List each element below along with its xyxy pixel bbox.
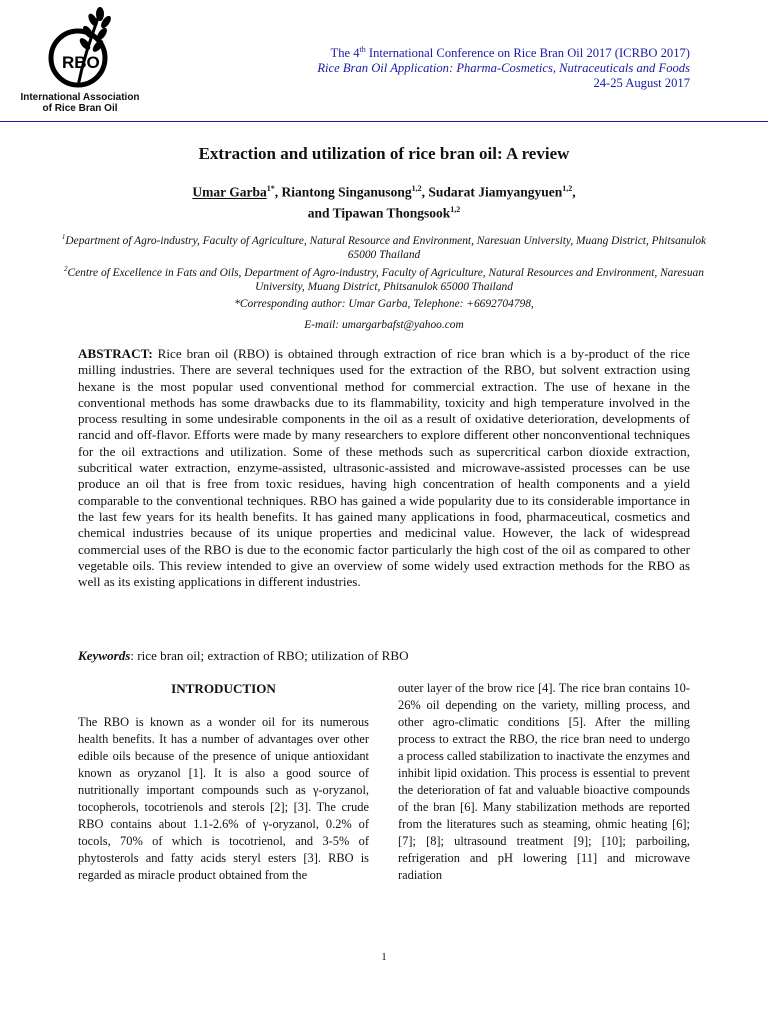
section-heading: INTRODUCTION: [171, 681, 276, 696]
body-paragraph: outer layer of the brow rice [4]. The rice bran contains 10-26% oil depending on the variety, milling process, and other agro-climatic conditions [5]. After the milling process to extract the RBO, the rice bran need to undergo a process called stabilization to inactivate the enzymes and inhibit lipid oxidation. This process is essential to prevent the deterioration of fat and valuable bioactive compounds of the bran [6]. Many stabilization methods are reported from the literatures such as steaming, ohmic heating [6]; [7]; [8]; ultrasound treatment [9]; [10]; parboiling, refrigeration and pH lowering [11] and microwave radiation: [398, 681, 690, 882]
author-name: Umar Garba: [192, 184, 267, 200]
affiliation: $^2$Centre of Excellence in Fats and Oils, Department of Agro-industry, Faculty of Agriculture, Natural Resources and Environment, Naresuan University, Muang District, Phitsanulok 65000 Thailand: [64, 264, 704, 293]
abstract-text: Rice bran oil (RBO) is obtained through extraction of rice bran which is a by-product of the rice milling industries. There are several techniques used for the extraction of the RBO, but solvent extraction using hexane is the most popular used conventional method for commercial extraction. The use of hexane in the conventional methods has some drawbacks due to its flammability, toxicity and high temperature involved in the process resulting in some undesirable components in the oil as a result of oxidative deterioration, developments of rancid and off-flavor. Efforts were made by many researchers to explore different other nonconventional techniques for the oil extractions and utilization. Some of these methods such as supercritical carbon dioxide extraction, subcritical water extraction, enzyme-assisted, ultrasonic-assisted and microwave-assisted processes can be use produce an oil that is free from toxic residues, having high concentration of health components and a yield comparable to the conventional techniques. RBO has gained a wide popularity due to its considerable importance in the last few years for its health benefits. It has gained many applications in food, pharmaceutical, cosmetics and chemical industries because of its unique properties and medicinal value. However, the lack of widespread commercial uses of the RBO is due to the economic factor particularly the high cost of the oil as compared to other vegetable oils. This review intended to give an overview of some widely used extraction methods for the RBO as well as its existing applications in different industries.: [78, 346, 690, 590]
logo-text: RBO: [62, 53, 100, 72]
column-right: [398, 680, 690, 884]
conference-date: 24-25 August 2017: [593, 76, 690, 91]
affiliations: [60, 230, 708, 294]
paper-title: Extraction and utilization of rice bran oil: A review: [198, 144, 570, 163]
author-name: Sudarat Jiamyangyuen: [428, 184, 563, 200]
abstract-label: ABSTRACT:: [78, 346, 153, 361]
keywords-text: : rice bran oil; extraction of RBO; utilization of RBO: [130, 648, 409, 663]
rice-grain-logo-icon: [48, 6, 114, 98]
keywords: [78, 648, 409, 664]
keywords-label: Keywords: [78, 648, 131, 663]
organization-name: [10, 92, 150, 114]
org-line-2: of Rice Bran Oil: [42, 103, 118, 114]
corresponding-author: *Corresponding author: Umar Garba, Telephone: +6692704798,: [234, 298, 534, 310]
email-address: E-mail: umargarbafst@yahoo.com: [304, 319, 464, 331]
page-number: 1: [381, 951, 387, 963]
header-rule: [0, 121, 768, 122]
affiliation: $^1$Department of Agro-industry, Faculty of Agriculture, Natural Resource and Environment, Naresuan University, Muang District, Phitsanulok 65000 Thailand: [61, 233, 707, 261]
body-paragraph: The RBO is known as a wonder oil for its numerous health benefits. It has a number of advantages over other edible oils because of the presence of unique antioxidant known as oryzanol [1]. It is also a good source of nutritionally important compounds such as γ-oryzanol, tocopherols, tocotrienols and sterols [2]; [3]. The crude RBO contains about 1.1-2.6% of γ-oryzanol, 0.2% of tocols, 70% of which is tocotrienol, and 3-5% of phytosterols and fatty acids steryl esters [3]. RBO is regarded as miracle product obtained from the: [78, 715, 369, 882]
correspondence: [0, 294, 768, 336]
conference-theme: Rice Bran Oil Application: Pharma-Cosmetics, Nutraceuticals and Foods: [317, 61, 690, 76]
org-line-1: International Association: [20, 92, 140, 103]
conference-header: [317, 42, 690, 91]
author-list: Umar Garba$^{1*}$, Riantong Singanusong$^{1,2}$, Sudarat Jiamyangyuen$^{1,2}$, and Tipawan Thongsook$^{1,2}$: [192, 184, 576, 220]
column-left: [78, 680, 369, 884]
conference-name: The 4th International Conference on Rice Bran Oil 2017 (ICRBO 2017): [330, 45, 690, 61]
author-name: and Tipawan Thongsook: [307, 205, 451, 220]
author-name: Riantong Singanusong: [281, 184, 412, 200]
abstract: [78, 346, 690, 590]
